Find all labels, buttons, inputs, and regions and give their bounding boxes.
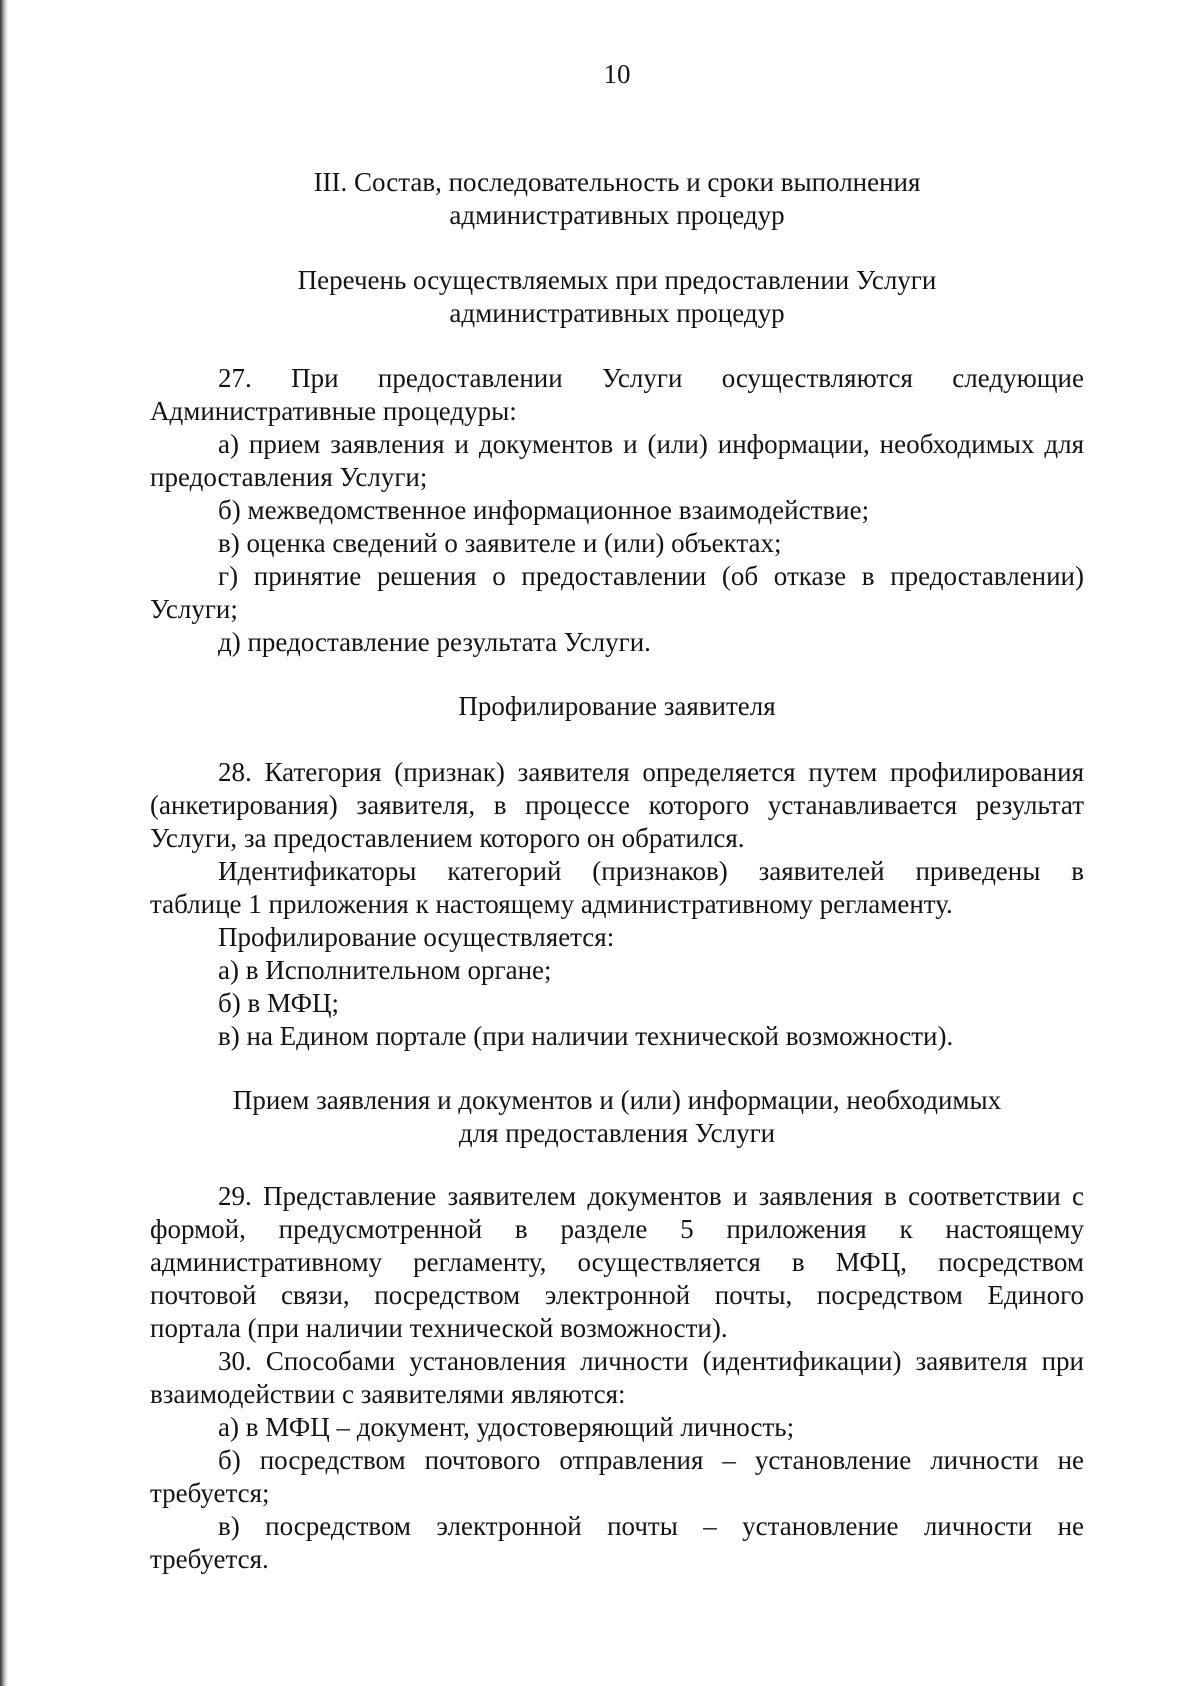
section-title-line2: административных процедур <box>449 200 785 230</box>
paragraph-identifiers-line2: таблице 1 приложения к настоящему административному регламенту. <box>150 889 953 919</box>
paragraph-28-line1: 28. Категория (признак) заявителя определяется путем профилирования <box>218 757 1084 787</box>
section-title <box>150 166 1084 232</box>
list-item-27g-line2: Услуги; <box>150 594 238 624</box>
list-item-30b-line2: требуется; <box>150 1478 270 1508</box>
list-item-27a-line2: предоставления Услуги; <box>150 462 428 492</box>
paragraph-27-line1: 27. При предоставлении Услуги осуществляются следующие <box>218 363 1084 393</box>
list-item-27g-line1: г) принятие решения о предоставлении (об отказе в предоставлении) <box>218 561 1084 591</box>
list-item-27v: в) оценка сведений о заявителе и (или) объектах; <box>218 528 782 558</box>
paragraph-30-line1: 30. Способами установления личности (идентификации) заявителя при <box>218 1346 1084 1376</box>
paragraph-29-line2: формой, предусмотренной в разделе 5 приложения к настоящему <box>150 1214 1084 1244</box>
paragraph-30-line2: взаимодействии с заявителями являются: <box>150 1379 626 1409</box>
scan-edge-shadow <box>0 0 8 1686</box>
list-item-27a-line1: а) прием заявления и документов и (или) информации, необходимых для <box>218 429 1084 459</box>
list-item-27d: д) предоставление результата Услуги. <box>218 627 651 657</box>
subsection-title-line2: административных процедур <box>449 298 785 328</box>
list-item-28v: в) на Едином портале (при наличии технической возможности). <box>218 1021 954 1051</box>
subsection-title-reception <box>150 1084 1084 1150</box>
list-item-27b: б) межведомственное информационное взаимодействие; <box>218 495 870 525</box>
subsection-title-line1: Перечень осуществляемых при предоставлении Услуги <box>297 265 937 295</box>
list-item-30b-line1: б) посредством почтового отправления – установление личности не <box>218 1445 1084 1475</box>
paragraph-29-line3: административному регламенту, осуществляется в МФЦ, посредством <box>150 1247 1084 1277</box>
paragraph-29-line5: портала (при наличии технической возможности). <box>150 1313 728 1343</box>
list-item-30a: а) в МФЦ – документ, удостоверяющий личность; <box>218 1412 795 1442</box>
subsection-title-profiling <box>150 690 1084 723</box>
list-item-30v-line1: в) посредством электронной почты – установление личности не <box>218 1511 1084 1541</box>
paragraph-29-line4: почтовой связи, посредством электронной почты, посредством Единого <box>150 1280 1084 1310</box>
paragraph-27-line2: Административные процедуры: <box>150 396 517 426</box>
subsection-title-procedures-list <box>150 264 1084 330</box>
list-item-30v-line2: требуется. <box>150 1544 269 1574</box>
list-item-28a: а) в Исполнительном органе; <box>218 955 552 985</box>
paragraph-28-line2: (анкетирования) заявителя, в процессе которого устанавливается результат <box>150 790 1084 820</box>
section-title-line1: III. Состав, последовательность и сроки выполнения <box>313 167 921 197</box>
paragraph-identifiers-line1: Идентификаторы категорий (признаков) заявителей приведены в <box>218 856 1084 886</box>
paragraph-29-line1: 29. Представление заявителем документов и заявления в соответствии с <box>218 1181 1084 1211</box>
subsection-title-profiling-text: Профилирование заявителя <box>458 691 776 721</box>
page-number: 10 <box>603 59 631 89</box>
list-item-28b: б) в МФЦ; <box>218 988 339 1018</box>
paragraph-profiling: Профилирование осуществляется: <box>218 922 615 952</box>
subsection-title-reception-line1: Прием заявления и документов и (или) информации, необходимых <box>232 1085 1002 1115</box>
subsection-title-reception-line2: для предоставления Услуги <box>458 1118 776 1148</box>
paragraph-28-line3: Услуги, за предоставлением которого он обратился. <box>150 823 745 853</box>
